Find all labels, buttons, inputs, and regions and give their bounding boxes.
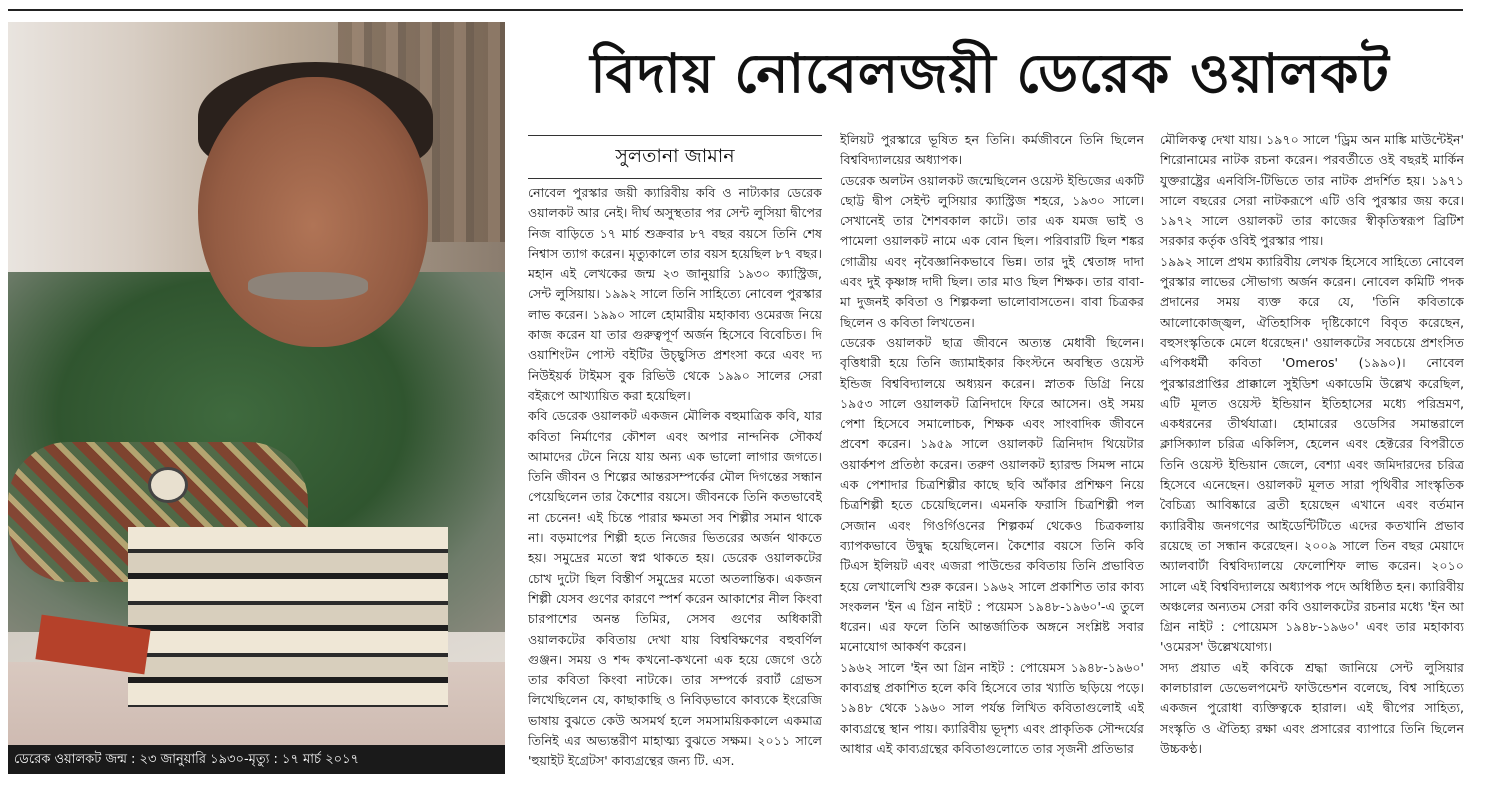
photo-wristwatch — [148, 467, 188, 503]
portrait-photo — [8, 22, 505, 774]
headline: বিদায় নোবেলজয়ী ডেরেক ওয়ালকট — [590, 41, 1390, 105]
paragraph: ডেরেক ওয়ালকট ছাত্র জীবনে অত্যন্ত মেধাবী ছিলেন। বৃত্তিধারী হয়ে তিনি জ্যামাইকার কিংস্টনে অবস্থিত ওয়েস্ট ইন্ডিজ বিশ্ববিদ্যালয়ে অধ্যয়ন করেন। স্নাতক ডিগ্রি নিয়ে ১৯৫৩ সালে ওয়ালকট ত্রিনিদাদে ফিরে আসেন। ওই সময় পেশা হিসেবে সমালোচক, শিক্ষক এবং সাংবাদিক জীবনে প্রবেশ করেন। ১৯৫৯ সালে ওয়ালকট ত্রিনিদাদ থিয়েটার ওয়ার্কশপ প্রতিষ্ঠা করেন। তরুণ ওয়ালকট হ্যারল্ড সিমন্স নামে এক পেশাদার চিত্রশিল্পীর কাছে ছবি আঁকার প্রশিক্ষণ নিয়ে চিত্রশিল্পী হতে চেয়েছিলেন। এমনকি ফরাসি চিত্রশিল্পী পল সেজান এবং গিওর্গিওনের শিল্পকর্ম থেকেও চিত্রকলায় ব্যাপকভাবে উদ্বুদ্ধ হয়েছিলেন। কৈশোর বয়সে তিনি কবি টিএস ইলিয়ট এবং এজরা পাউন্ডের কবিতায় তিনি প্রভাবিত হয়ে লেখালেখি শুরু করেন। ১৯৬২ সালে প্রকাশিত তার কাব্য সংকলন 'ইন এ গ্রিন নাইট : পয়েমস ১৯৪৮-১৯৬০'-এ তুলে ধরেন। এর ফলে তিনি আন্তর্জাতিক অঙ্গনে সংশ্লিষ্ট সবার মনোযোগ আকর্ষণ করেন। — [840, 334, 1144, 655]
paragraph: ১৯৯২ সালে প্রথম ক্যারিবীয় লেখক হিসেবে সাহিত্যে নোবেল পুরস্কার লাভের সৌভাগ্য অর্জন করেন। নোবেল কমিটি পদক প্রদানের সময় ব্যক্ত করে যে, 'তিনি কবিতাকে আলোকোজ্জ্বল, ঐতিহাসিক দৃষ্টিকোণে বিবৃত করেছেন, বহুসংস্কৃতিকে মেলে ধরেছেন।' ওয়ালকটের সবচেয়ে প্রশংসিত এপিকধর্মী কবিতা 'Omeros' (১৯৯০)। নোবেল পুরস্কারপ্রাপ্তির প্রাক্কালে সুইডিশ একাডেমি উল্লেখ করেছিল, এটি মূলত ওয়েস্ট ইন্ডিয়ান ইতিহাসের মধ্যে পরিভ্রমণ, একধরনের তীর্থযাত্রা। হোমারের ওডেসির সমান্তরালে ক্লাসিক্যাল চরিত্র একিলিস, হেলেন এবং হেক্টরের বিপরীতে তিনি ওয়েস্ট ইন্ডিয়ান জেলে, বেশ্যা এবং জমিদারদের চরিত্র হিসেবে এনেছেন। ওয়ালকট মূলত সারা পৃথিবীর সাংস্কৃতিক বৈচিত্র্য আবিষ্কারে ব্রতী হয়েছেন এখানে এবং বর্তমান ক্যারিবীয় জনগণের আইডেন্টিটিতে এদের কতখানি প্রভাব রয়েছে তা সন্ধান করেছেন। ২০০৯ সালে তিন বছর মেয়াদে অ্যালবার্টা বিশ্ববিদ্যালয়ে ফেলোশিফ লাভ করেন। ২০১০ সালে এই বিশ্ববিদ্যালয়ে অধ্যাপক পদে অধিষ্ঠিত হন। ক্যারিবীয় অঞ্চলের অন্যতম সেরা কবি ওয়ালকটের রচনার মধ্যে 'ইন আ গ্রিন নাইট : পোয়েমস ১৯৪৮-১৯৬০' এবং তার মহাকাব্য 'ওমেরস' উল্লেখযোগ্য। — [1160, 253, 1464, 655]
author-rule-top — [528, 135, 822, 136]
paragraph: সদ্য প্রয়াত এই কবিকে শ্রদ্ধা জানিয়ে সেন্ট লুসিয়ার কালচারাল ডেভেলপমেন্ট ফাউন্ডেশন বলেছে, বিশ্ব সাহিত্যে একজন পুরোধা ব্যক্তিত্বকে হারাল। এই দ্বীপের সাহিত্য, সংস্কৃতি ও ঐতিহ্য রক্ষা এবং প্রসারের ব্যাপারে তিনি ছিলেন উচ্চকণ্ঠ। — [1160, 659, 1464, 756]
paragraph: মৌলিকত্ব দেখা যায়। ১৯৭০ সালে 'ড্রিম অন মাঙ্কি মাউন্টেইন' শিরোনামের নাটক রচনা করেন। পরবর্তীতে ওই বছরই মার্কিন যুক্তরাষ্ট্রের এনবিসি-টিভিতে তার নাটক প্রদর্শিত হয়। ১৯৭১ সালে বছরের সেরা নাটকরূপে এটি ওবি পুরস্কার জয় করে। ১৯৭২ সালে ওয়ালকট তার কাজের স্বীকৃতিস্বরূপ ব্রিটিশ সরকার কর্তৃক ওবিই পুরস্কার পায়। — [1160, 132, 1464, 249]
article-column-2 — [840, 130, 1144, 785]
photo-face — [198, 77, 428, 347]
paragraph: ডেরেক অলটন ওয়ালকট জন্মেছিলেন ওয়েস্ট ইন্ডিজের একটি ছোট্ট দ্বীপ সেইন্ট লুসিয়ার ক্যাস্ট্রিজ শহরে, ১৯৩০ সালে। সেখানেই তার শৈশবকাল কাটে। তার এক যমজ ভাই ও পামেলা ওয়ালকট নামে এক বোন ছিল। পরিবারটি ছিল শঙ্কর গোত্রীয় এবং নৃবৈজ্ঞানিকভাবে ভিন্ন। তার দুই শ্বেতাঙ্গ দাদা এবং দুই কৃষ্ণাঙ্গ দাদী ছিল। তার মাও ছিল শিক্ষক। তার বাবা-মা দুজনই কবিতা ও শিল্পকলা ভালোবাসতেন। বাবা চিত্রকর ছিলেন ও কবিতা লিখতেন। — [840, 172, 1144, 330]
paragraph: ১৯৬২ সালে 'ইন আ গ্রিন নাইট : পোয়েমস ১৯৪৮-১৯৬০' কাব্যগ্রন্থ প্রকাশিত হলে কবি হিসেবে তার খ্যাতি ছড়িয়ে পড়ে। ১৯৪৮ থেকে ১৯৬০ সাল পর্যন্ত লিখিত কবিতাগুলোই এই কাব্যগ্রন্থে স্থান পায়। ক্যারিবীয় ভূদৃশ্য এবং প্রাকৃতিক সৌন্দর্যের আধার এই কাব্যগ্রন্থের কবিতাগুলোতে তার সৃজনী প্রতিভার — [840, 659, 1144, 756]
author-rule-bottom — [528, 178, 822, 179]
top-rule — [8, 9, 1463, 11]
photo-book-stack — [128, 527, 448, 707]
article-column-3 — [1160, 130, 1464, 785]
photo-caption: ডেরেক ওয়ালকট জন্ম : ২৩ জানুয়ারি ১৯৩০-মৃত্যু : ১৭ মার্চ ২০১৭ — [8, 745, 505, 774]
paragraph: নোবেল পুরস্কার জয়ী ক্যারিবীয় কবি ও নাট্যকার ডেরেক ওয়ালকট আর নেই। দীর্ঘ অসুস্থতার পর সেন্ট লুসিয়া দ্বীপের নিজ বাড়িতে ১৭ মার্চ শুক্রবার ৮৭ বছর বয়সে তিনি শেষ নিশ্বাস ত্যাগ করেন। মৃত্যুকালে তার বয়স হয়েছিল ৮৭ বছর। মহান এই লেখকের জন্ম ২৩ জানুয়ারি ১৯৩০ ক্যাস্ট্রিজ, সেন্ট লুসিয়ায়। ১৯৯২ সালে তিনি সাহিত্যে নোবেল পুরস্কার লাভ করেন। ১৯৯০ সালে হোমারীয় মহাকাব্য ওমেরজ নিয়ে কাজ করেন যা তার গুরুত্বপূর্ণ অর্জন হিসেবে বিবেচিত। দি ওয়াশিংটন পোস্ট বইটির উচ্ছ্বসিত প্রশংসা করে এবং দ্য নিউইয়র্ক টাইমস বুক রিভিউ থেকে ১৯৯০ সালের সেরা বইরূপে আখ্যায়িত করা হয়েছিল। — [528, 185, 822, 403]
paragraph: ইলিয়ট পুরস্কারে ভূষিত হন তিনি। কর্মজীবনে তিনি ছিলেন বিশ্ববিদ্যালয়ের অধ্যাপক। — [840, 132, 1144, 168]
article-column-1 — [528, 183, 822, 783]
photo-mustache — [248, 272, 368, 300]
author-byline: সুলতানা জামান — [615, 145, 735, 167]
paragraph: কবি ডেরেক ওয়ালকট একজন মৌলিক বহুমাত্রিক কবি, যার কবিতা নির্মাণের কৌশল এবং অপার নান্দনিক সৌকর্য আমাদের টেনে নিয়ে যায় অন্য এক ভালো লাগার জগতে। তিনি জীবন ও শিল্পের আন্তরসম্পর্কের মৌল দিগন্তের সন্ধান পেয়েছিলেন তার কৈশোর বয়সে। জীবনকে তিনি কতভাবেই না চেনেন! এই চিন্তে পারার ক্ষমতা সব শিল্পীর সমান থাকে না। বড়মাপের শিল্পী হতে নিজের ভিতরের অর্জন থাকতে হয়। সমুদ্রের মতো স্বপ্ন থাকতে হয়। ডেরেক ওয়ালকটের চোখ দুটো ছিল বিস্তীর্ণ সমুদ্রের মতো অতলান্তিক। একজন শিল্পী যেসব গুণের কারণে স্পর্শ করেন আকাশের নীল কিংবা চারপাশের অনন্ত তিমির, সেসব গুণের অধিকারী ওয়ালকটের কবিতায় দেখা যায় বিশ্ববিক্ষণের বহুবর্ণিল গুঞ্জন। সময় ও শব্দ কখনো-কখনো এক হয়ে জেগে ওঠে তার কবিতা কিংবা নাটকে। তার সম্পর্কে রবার্ট গ্রেভস লিখেছিলেন যে, কাছাকাছি ও নিবিড়ভাবে কাব্যকে ইংরেজি ভাষায় বুঝতে কেউ অসমর্থ হলে সমসাময়িককালে একমাত্র তিনিই এর অভ্যন্তরীণ মাহাত্ম্য বুঝতে সক্ষম। ২০১১ সালে 'হুয়াইট ইগ্রেটস' কাব্যগ্রন্থের জন্য টি. এস. — [528, 408, 822, 769]
